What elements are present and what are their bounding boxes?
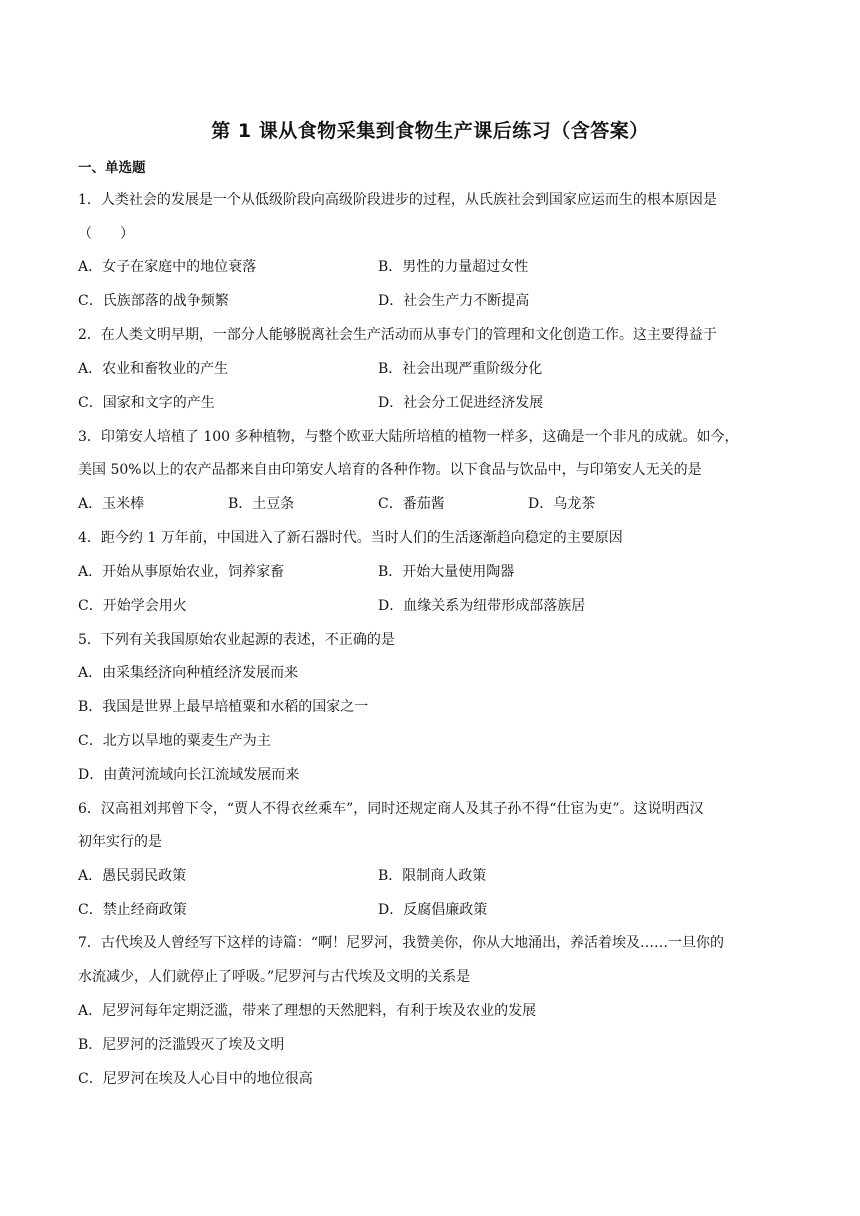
question-3-stem-line-2: 美国 50%以上的农产品都来自由印第安人培育的各种作物。以下食品与饮品中，与印第安人无关的是 <box>78 462 702 478</box>
question-2-option-b: B．社会出现严重阶级分化 <box>378 361 543 377</box>
question-6-option-a: A．愚民弱民政策 <box>78 868 187 884</box>
question-7-option-b: B．尼罗河的泛滥毁灭了埃及文明 <box>78 1037 285 1053</box>
page-title: 第 1 课从食物采集到食物生产课后练习（含答案） <box>211 120 649 142</box>
question-6-option-c: C．禁止经商政策 <box>78 902 187 918</box>
question-4-stem-line-1: 4．距今约 1 万年前，中国进入了新石器时代。当时人们的生活逐渐趋向稳定的主要原因 <box>78 530 623 546</box>
question-1-option-b: B．男性的力量超过女性 <box>378 259 529 275</box>
question-1-option-c: C．氏族部落的战争频繁 <box>78 293 229 309</box>
question-7-stem-line-1: 7．古代埃及人曾经写下这样的诗篇：“啊！尼罗河，我赞美你，你从大地涌出，养活着埃及……一旦你的 <box>78 935 725 951</box>
question-4-option-b: B．开始大量使用陶器 <box>378 564 515 580</box>
question-3-option-d: D．乌龙茶 <box>528 496 596 512</box>
question-4-option-a: A．开始从事原始农业，饲养家畜 <box>78 564 285 580</box>
question-2-option-c: C．国家和文字的产生 <box>78 395 215 411</box>
question-5-option-a: A．由采集经济向种植经济发展而来 <box>78 665 299 681</box>
question-5-option-b: B．我国是世界上最早培植粟和水稻的国家之一 <box>78 699 369 715</box>
question-4-option-d: D．血缘关系为纽带形成部落族居 <box>378 598 586 614</box>
question-1-stem-line-1: 1．人类社会的发展是一个从低级阶段向高级阶段进步的过程，从氏族社会到国家应运而生的根本原因是 <box>78 192 717 208</box>
question-1-stem-line-2: （ ） <box>78 226 134 242</box>
question-7-stem-line-2: 水流减少，人们就停止了呼吸。”尼罗河与古代埃及文明的关系是 <box>78 969 471 985</box>
question-6-stem-line-1: 6．汉高祖刘邦曾下令，“贾人不得衣丝乘车”，同时还规定商人及其子孙不得“仕宦为吏”。这说明西汉 <box>78 801 704 817</box>
question-5-option-d: D．由黄河流域向长江流域发展而来 <box>78 767 300 783</box>
question-7-option-a: A．尼罗河每年定期泛滥，带来了理想的天然肥料，有利于埃及农业的发展 <box>78 1003 537 1019</box>
question-6-option-b: B．限制商人政策 <box>378 868 487 884</box>
question-7-option-c: C．尼罗河在埃及人心目中的地位很高 <box>78 1071 313 1087</box>
question-2-option-d: D．社会分工促进经济发展 <box>378 395 544 411</box>
question-3-option-b: B．土豆条 <box>228 496 295 512</box>
section-heading: 一、单选题 <box>78 160 146 176</box>
question-3-option-c: C．番茄酱 <box>378 496 445 512</box>
question-6-option-d: D．反腐倡廉政策 <box>378 902 488 918</box>
question-3-stem-line-1: 3．印第安人培植了 100 多种植物，与整个欧亚大陆所培植的植物一样多，这确是一个非凡的成就。如今， <box>78 429 739 445</box>
question-3-option-a: A．玉米棒 <box>78 496 145 512</box>
question-4-option-c: C．开始学会用火 <box>78 598 187 614</box>
question-1-option-d: D．社会生产力不断提高 <box>378 293 530 309</box>
question-2-stem-line-1: 2．在人类文明早期，一部分人能够脱离社会生产活动而从事专门的管理和文化创造工作。这主要得益于 <box>78 327 717 343</box>
question-1-option-a: A．女子在家庭中的地位衰落 <box>78 259 257 275</box>
question-5-stem-line-1: 5．下列有关我国原始农业起源的表述，不正确的是 <box>78 632 395 648</box>
question-5-option-c: C．北方以旱地的粟麦生产为主 <box>78 733 271 749</box>
question-6-stem-line-2: 初年实行的是 <box>78 834 162 850</box>
question-2-option-a: A．农业和畜牧业的产生 <box>78 361 229 377</box>
